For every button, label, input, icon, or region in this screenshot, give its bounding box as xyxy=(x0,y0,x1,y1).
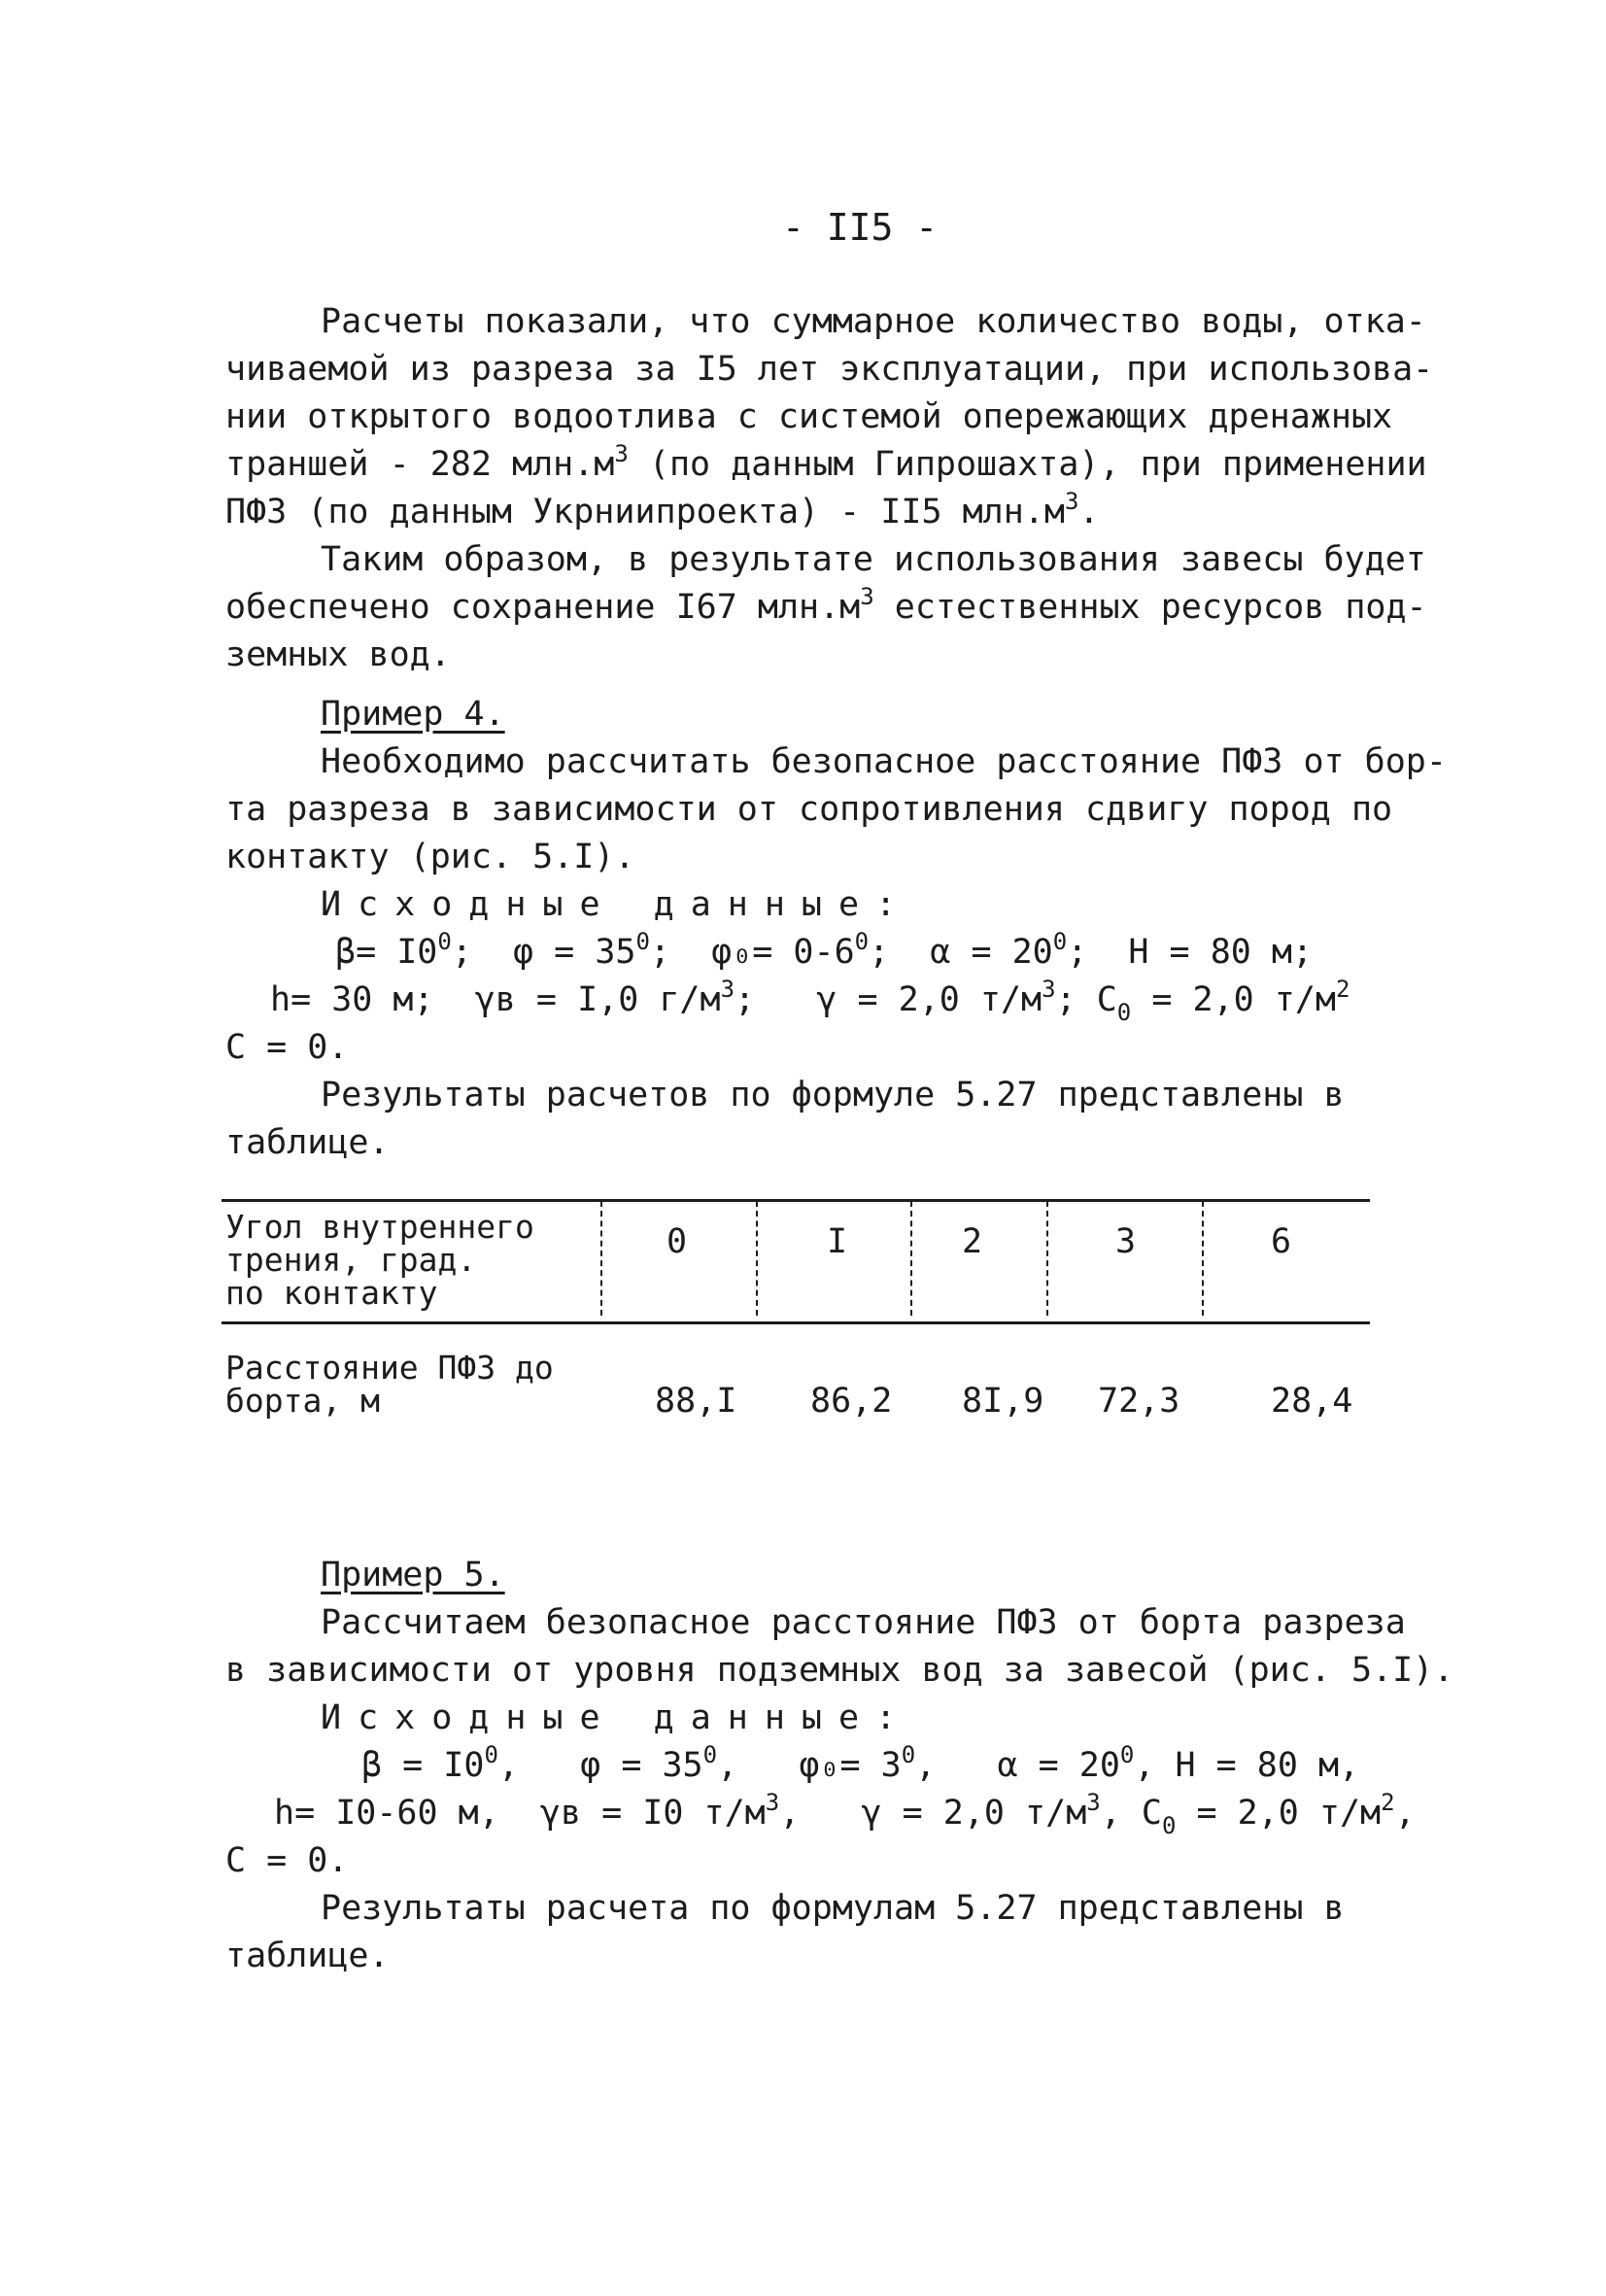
paragraph-1-line-3: нии открытого водоотлива с системой опережающих дренажных xyxy=(225,397,1393,436)
example-5-text-line-1: Рассчитаем безопасное расстояние ПФЗ от борта разреза xyxy=(321,1603,1406,1642)
example-4-text-line-3: контакту (рис. 5.I). xyxy=(225,838,635,876)
table-column-separator xyxy=(1202,1201,1204,1316)
table-cell-value: 86,2 xyxy=(810,1382,893,1421)
table-row-label-line: борта, м xyxy=(225,1382,380,1420)
example-5-result-line-2: таблице. xyxy=(225,1936,390,1975)
example-5-params-line-1: $\beta = I0^0$, $\varphi = 35^0$, $\varphi_0= 3^0$, $\alpha = 20^0$, H = 80 м, xyxy=(361,1741,1360,1785)
example-4-initial-data-label: Исходные данные: xyxy=(321,885,913,924)
table-header-label-line: трения, град. xyxy=(225,1241,477,1279)
table-header-rule xyxy=(222,1321,1370,1324)
table-column-separator xyxy=(1046,1201,1048,1316)
table-column-separator xyxy=(600,1201,602,1316)
table-column-header: 3 xyxy=(1115,1222,1137,1261)
example-4-text-line-1: Необходимо рассчитать безопасное расстояние ПФЗ от бор- xyxy=(321,742,1447,781)
example-4-params-line-1: $\beta= I0^0$; $\varphi = 35^0$; $\varphi_0= 0-6^0$; $\alpha = 20^0$; H = 80 м; xyxy=(335,928,1314,972)
example-5-heading: Пример 5. xyxy=(321,1556,505,1594)
example-4-params-line-2: h= 30 м; γв = I,0 $г/м^3$; γ = 2,0 $т/м^3$; $С_0 = 2,0$ $т/м^2$ xyxy=(270,976,1350,1026)
example-5-result-line-1: Результаты расчета по формулам 5.27 представлены в xyxy=(321,1889,1345,1928)
table-top-rule xyxy=(222,1199,1370,1202)
table-cell-value: 8I,9 xyxy=(962,1382,1044,1421)
example-4-text-line-2: та разреза в зависимости от сопротивления сдвигу пород по xyxy=(225,790,1393,829)
example-4-result-line-2: таблице. xyxy=(225,1123,390,1162)
table-row-label-line: Расстояние ПФЗ до xyxy=(225,1349,554,1387)
table-cell-value: 88,I xyxy=(655,1382,737,1421)
example-5-params-line-2: h= I0-60 м, γв = I0 $т/м^3$, γ = 2,0 $т/м^3$, $С_0 = 2,0$ $т/м^2$, xyxy=(274,1789,1416,1839)
paragraph-1-line-4: траншей - 282 $млн.м^3$ (по данным Гипрошахта), при применении xyxy=(225,440,1427,484)
table-header-label-line: Угол внутреннего xyxy=(225,1208,534,1246)
example-4-result-line-1: Результаты расчетов по формуле 5.27 представлены в xyxy=(321,1076,1345,1114)
table-column-separator xyxy=(756,1201,758,1316)
table-header-label-line: по контакту xyxy=(225,1274,438,1312)
table-cell-value: 72,3 xyxy=(1098,1382,1180,1421)
page-number: - II5 - xyxy=(782,206,939,249)
paragraph-2-line-2: обеспечено сохранение I67 $млн.м^3$ естественных ресурсов под- xyxy=(225,583,1427,627)
paragraph-1-line-1: Расчеты показали, что суммарное количество воды, отка- xyxy=(321,302,1426,341)
table-column-header: I xyxy=(827,1222,848,1261)
table-column-header: 6 xyxy=(1271,1222,1292,1261)
table-cell-value: 28,4 xyxy=(1271,1382,1353,1421)
example-4-params-line-3: С = 0. xyxy=(225,1028,349,1067)
example-5-params-line-3: С = 0. xyxy=(225,1841,349,1880)
paragraph-1-line-5: ПФЗ (по данным Укрниипроекта) - II5 $млн.м^3$. xyxy=(225,488,1100,531)
table-column-header: 0 xyxy=(666,1222,688,1261)
example-4-heading: Пример 4. xyxy=(321,695,505,734)
paragraph-2-line-3: земных вод. xyxy=(225,635,451,674)
table-column-separator xyxy=(910,1201,912,1316)
table-column-header: 2 xyxy=(962,1222,983,1261)
paragraph-2-line-1: Таким образом, в результате использования завесы будет xyxy=(321,540,1426,579)
example-5-initial-data-label: Исходные данные: xyxy=(321,1698,913,1737)
paragraph-1-line-2: чиваемой из разреза за I5 лет эксплуатации, при использова- xyxy=(225,350,1434,389)
example-5-text-line-2: в зависимости от уровня подземных вод за завесой (рис. 5.I). xyxy=(225,1651,1454,1690)
